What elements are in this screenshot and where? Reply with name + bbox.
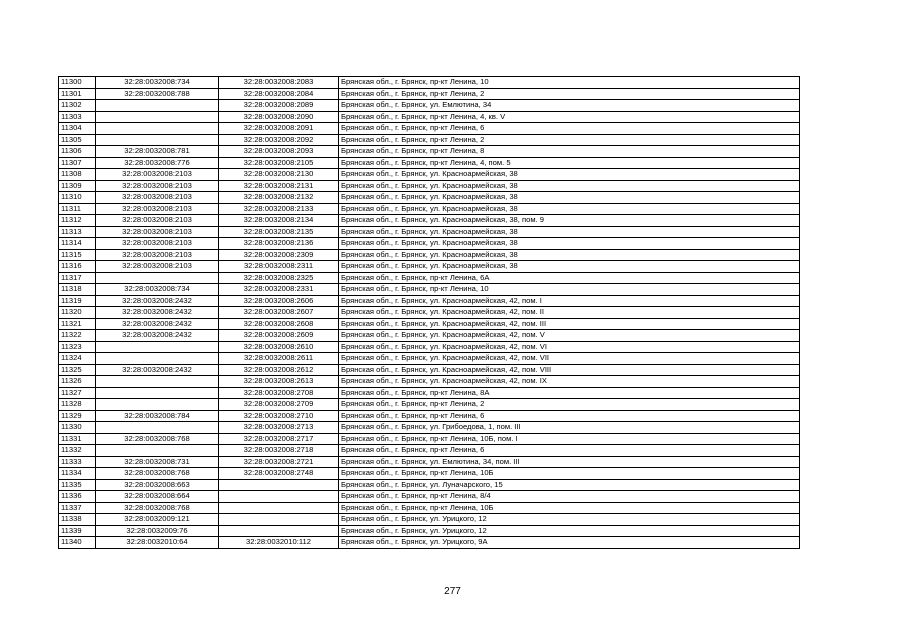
old-cadastral-cell: 32:28:0032008:664 bbox=[96, 491, 219, 503]
table-row bbox=[59, 387, 800, 399]
new-cadastral-cell: 32:28:0032008:2607 bbox=[219, 307, 339, 319]
new-cadastral-cell: 32:28:0032008:2309 bbox=[219, 249, 339, 261]
table-row bbox=[59, 353, 800, 365]
new-cadastral-cell: 32:28:0032008:2606 bbox=[219, 295, 339, 307]
old-cadastral-cell: 32:28:0032008:731 bbox=[96, 456, 219, 468]
row-number-cell: 11316 bbox=[59, 261, 96, 273]
table-row bbox=[59, 502, 800, 514]
old-cadastral-cell: 32:28:0032008:781 bbox=[96, 146, 219, 158]
address-cell: Брянская обл., г. Брянск, пр-кт Ленина, 6А bbox=[339, 272, 800, 284]
row-number-cell: 11304 bbox=[59, 123, 96, 135]
old-cadastral-cell: 32:28:0032008:2432 bbox=[96, 307, 219, 319]
old-cadastral-cell: 32:28:0032008:2103 bbox=[96, 203, 219, 215]
new-cadastral-cell: 32:28:0032008:2331 bbox=[219, 284, 339, 296]
table-row bbox=[59, 192, 800, 204]
old-cadastral-cell bbox=[96, 353, 219, 365]
row-number-cell: 11337 bbox=[59, 502, 96, 514]
new-cadastral-cell bbox=[219, 479, 339, 491]
new-cadastral-cell: 32:28:0032008:2130 bbox=[219, 169, 339, 181]
old-cadastral-cell: 32:28:0032010:64 bbox=[96, 537, 219, 549]
address-cell: Брянская обл., г. Брянск, ул. Красноармейская, 42, пом. II bbox=[339, 307, 800, 319]
table-row bbox=[59, 433, 800, 445]
address-cell: Брянская обл., г. Брянск, ул. Грибоедова, 1, пом. III bbox=[339, 422, 800, 434]
table-row bbox=[59, 169, 800, 181]
row-number-cell: 11330 bbox=[59, 422, 96, 434]
new-cadastral-cell: 32:28:0032008:2135 bbox=[219, 226, 339, 238]
table-row bbox=[59, 111, 800, 123]
new-cadastral-cell: 32:28:0032008:2105 bbox=[219, 157, 339, 169]
new-cadastral-cell: 32:28:0032008:2708 bbox=[219, 387, 339, 399]
old-cadastral-cell bbox=[96, 100, 219, 112]
row-number-cell: 11332 bbox=[59, 445, 96, 457]
new-cadastral-cell bbox=[219, 502, 339, 514]
address-cell: Брянская обл., г. Брянск, пр-кт Ленина, 8 bbox=[339, 146, 800, 158]
row-number-cell: 11310 bbox=[59, 192, 96, 204]
row-number-cell: 11302 bbox=[59, 100, 96, 112]
new-cadastral-cell: 32:28:0032008:2608 bbox=[219, 318, 339, 330]
new-cadastral-cell: 32:28:0032008:2136 bbox=[219, 238, 339, 250]
new-cadastral-cell bbox=[219, 525, 339, 537]
address-cell: Брянская обл., г. Брянск, ул. Красноармейская, 38 bbox=[339, 203, 800, 215]
address-cell: Брянская обл., г. Брянск, пр-кт Ленина, 10 bbox=[339, 77, 800, 89]
address-cell: Брянская обл., г. Брянск, ул. Красноармейская, 42, пом. VI bbox=[339, 341, 800, 353]
table-body bbox=[59, 77, 800, 549]
table-row bbox=[59, 330, 800, 342]
old-cadastral-cell bbox=[96, 111, 219, 123]
row-number-cell: 11338 bbox=[59, 514, 96, 526]
new-cadastral-cell: 32:28:0032008:2718 bbox=[219, 445, 339, 457]
row-number-cell: 11335 bbox=[59, 479, 96, 491]
row-number-cell: 11315 bbox=[59, 249, 96, 261]
row-number-cell: 11328 bbox=[59, 399, 96, 411]
table-row bbox=[59, 399, 800, 411]
table-row bbox=[59, 341, 800, 353]
address-cell: Брянская обл., г. Брянск, пр-кт Ленина, 10Б, пом. I bbox=[339, 433, 800, 445]
table-row bbox=[59, 88, 800, 100]
old-cadastral-cell: 32:28:0032008:2103 bbox=[96, 249, 219, 261]
new-cadastral-cell: 32:28:0032008:2609 bbox=[219, 330, 339, 342]
table-row bbox=[59, 479, 800, 491]
address-cell: Брянская обл., г. Брянск, ул. Красноармейская, 38, пом. 9 bbox=[339, 215, 800, 227]
table-row bbox=[59, 537, 800, 549]
old-cadastral-cell: 32:28:0032009:76 bbox=[96, 525, 219, 537]
new-cadastral-cell: 32:28:0032008:2091 bbox=[219, 123, 339, 135]
new-cadastral-cell: 32:28:0032008:2710 bbox=[219, 410, 339, 422]
address-cell: Брянская обл., г. Брянск, пр-кт Ленина, 10 bbox=[339, 284, 800, 296]
new-cadastral-cell: 32:28:0032008:2748 bbox=[219, 468, 339, 480]
row-number-cell: 11327 bbox=[59, 387, 96, 399]
table-row bbox=[59, 445, 800, 457]
address-cell: Брянская обл., г. Брянск, ул. Красноармейская, 38 bbox=[339, 169, 800, 181]
new-cadastral-cell: 32:28:0032008:2613 bbox=[219, 376, 339, 388]
old-cadastral-cell bbox=[96, 272, 219, 284]
old-cadastral-cell: 32:28:0032008:734 bbox=[96, 77, 219, 89]
new-cadastral-cell: 32:28:0032008:2083 bbox=[219, 77, 339, 89]
address-cell: Брянская обл., г. Брянск, ул. Красноармейская, 38 bbox=[339, 226, 800, 238]
row-number-cell: 11311 bbox=[59, 203, 96, 215]
old-cadastral-cell: 32:28:0032008:2103 bbox=[96, 226, 219, 238]
old-cadastral-cell: 32:28:0032008:2103 bbox=[96, 180, 219, 192]
address-cell: Брянская обл., г. Брянск, ул. Красноармейская, 42, пом. VIII bbox=[339, 364, 800, 376]
row-number-cell: 11326 bbox=[59, 376, 96, 388]
address-cell: Брянская обл., г. Брянск, пр-кт Ленина, 2 bbox=[339, 88, 800, 100]
address-cell: Брянская обл., г. Брянск, ул. Красноармейская, 42, пом. V bbox=[339, 330, 800, 342]
table-row bbox=[59, 410, 800, 422]
table-row bbox=[59, 157, 800, 169]
old-cadastral-cell: 32:28:0032008:2103 bbox=[96, 192, 219, 204]
old-cadastral-cell: 32:28:0032008:784 bbox=[96, 410, 219, 422]
table-row bbox=[59, 238, 800, 250]
table-row bbox=[59, 364, 800, 376]
new-cadastral-cell: 32:28:0032010:112 bbox=[219, 537, 339, 549]
old-cadastral-cell bbox=[96, 376, 219, 388]
table-row bbox=[59, 456, 800, 468]
row-number-cell: 11309 bbox=[59, 180, 96, 192]
new-cadastral-cell: 32:28:0032008:2610 bbox=[219, 341, 339, 353]
table-row bbox=[59, 525, 800, 537]
table-row bbox=[59, 123, 800, 135]
row-number-cell: 11313 bbox=[59, 226, 96, 238]
row-number-cell: 11322 bbox=[59, 330, 96, 342]
address-cell: Брянская обл., г. Брянск, ул. Красноармейская, 38 bbox=[339, 180, 800, 192]
old-cadastral-cell: 32:28:0032008:2103 bbox=[96, 169, 219, 181]
new-cadastral-cell bbox=[219, 491, 339, 503]
new-cadastral-cell: 32:28:0032008:2721 bbox=[219, 456, 339, 468]
old-cadastral-cell: 32:28:0032008:734 bbox=[96, 284, 219, 296]
table-row bbox=[59, 261, 800, 273]
new-cadastral-cell: 32:28:0032008:2092 bbox=[219, 134, 339, 146]
new-cadastral-cell: 32:28:0032008:2717 bbox=[219, 433, 339, 445]
address-cell: Брянская обл., г. Брянск, ул. Емлютина, 34 bbox=[339, 100, 800, 112]
old-cadastral-cell bbox=[96, 422, 219, 434]
address-cell: Брянская обл., г. Брянск, пр-кт Ленина, 4, кв. V bbox=[339, 111, 800, 123]
row-number-cell: 11320 bbox=[59, 307, 96, 319]
table-row bbox=[59, 134, 800, 146]
address-cell: Брянская обл., г. Брянск, ул. Красноармейская, 42, пом. III bbox=[339, 318, 800, 330]
table-row bbox=[59, 180, 800, 192]
address-cell: Брянская обл., г. Брянск, ул. Красноармейская, 38 bbox=[339, 238, 800, 250]
row-number-cell: 11312 bbox=[59, 215, 96, 227]
old-cadastral-cell: 32:28:0032008:2103 bbox=[96, 261, 219, 273]
row-number-cell: 11321 bbox=[59, 318, 96, 330]
address-cell: Брянская обл., г. Брянск, ул. Урицкого, 12 bbox=[339, 525, 800, 537]
new-cadastral-cell: 32:28:0032008:2133 bbox=[219, 203, 339, 215]
new-cadastral-cell: 32:28:0032008:2084 bbox=[219, 88, 339, 100]
row-number-cell: 11317 bbox=[59, 272, 96, 284]
address-cell: Брянская обл., г. Брянск, ул. Луначарского, 15 bbox=[339, 479, 800, 491]
address-cell: Брянская обл., г. Брянск, пр-кт Ленина, 2 bbox=[339, 399, 800, 411]
address-cell: Брянская обл., г. Брянск, пр-кт Ленина, 2 bbox=[339, 134, 800, 146]
old-cadastral-cell bbox=[96, 134, 219, 146]
table-row bbox=[59, 295, 800, 307]
table-row bbox=[59, 514, 800, 526]
table-row bbox=[59, 376, 800, 388]
old-cadastral-cell: 32:28:0032008:788 bbox=[96, 88, 219, 100]
table-row bbox=[59, 284, 800, 296]
table-row bbox=[59, 146, 800, 158]
row-number-cell: 11319 bbox=[59, 295, 96, 307]
old-cadastral-cell: 32:28:0032008:2432 bbox=[96, 330, 219, 342]
row-number-cell: 11318 bbox=[59, 284, 96, 296]
new-cadastral-cell: 32:28:0032008:2311 bbox=[219, 261, 339, 273]
old-cadastral-cell bbox=[96, 387, 219, 399]
row-number-cell: 11324 bbox=[59, 353, 96, 365]
row-number-cell: 11314 bbox=[59, 238, 96, 250]
row-number-cell: 11339 bbox=[59, 525, 96, 537]
new-cadastral-cell: 32:28:0032008:2131 bbox=[219, 180, 339, 192]
new-cadastral-cell: 32:28:0032008:2612 bbox=[219, 364, 339, 376]
old-cadastral-cell: 32:28:0032008:2103 bbox=[96, 238, 219, 250]
new-cadastral-cell bbox=[219, 514, 339, 526]
table-row bbox=[59, 100, 800, 112]
old-cadastral-cell bbox=[96, 445, 219, 457]
page-number: 277 bbox=[444, 586, 461, 597]
new-cadastral-cell: 32:28:0032008:2709 bbox=[219, 399, 339, 411]
old-cadastral-cell: 32:28:0032008:768 bbox=[96, 468, 219, 480]
address-cell: Брянская обл., г. Брянск, пр-кт Ленина, 6 bbox=[339, 123, 800, 135]
address-cell: Брянская обл., г. Брянск, пр-кт Ленина, 10Б bbox=[339, 468, 800, 480]
old-cadastral-cell: 32:28:0032008:663 bbox=[96, 479, 219, 491]
address-cell: Брянская обл., г. Брянск, пр-кт Ленина, 10Б bbox=[339, 502, 800, 514]
new-cadastral-cell: 32:28:0032008:2134 bbox=[219, 215, 339, 227]
address-cell: Брянская обл., г. Брянск, пр-кт Ленина, 8А bbox=[339, 387, 800, 399]
row-number-cell: 11308 bbox=[59, 169, 96, 181]
address-cell: Брянская обл., г. Брянск, ул. Красноармейская, 38 bbox=[339, 192, 800, 204]
row-number-cell: 11306 bbox=[59, 146, 96, 158]
address-cell: Брянская обл., г. Брянск, ул. Красноармейская, 42, пом. IX bbox=[339, 376, 800, 388]
address-cell: Брянская обл., г. Брянск, ул. Урицкого, 9А bbox=[339, 537, 800, 549]
row-number-cell: 11329 bbox=[59, 410, 96, 422]
new-cadastral-cell: 32:28:0032008:2090 bbox=[219, 111, 339, 123]
row-number-cell: 11300 bbox=[59, 77, 96, 89]
table-row bbox=[59, 307, 800, 319]
old-cadastral-cell: 32:28:0032008:2432 bbox=[96, 318, 219, 330]
row-number-cell: 11331 bbox=[59, 433, 96, 445]
table-row bbox=[59, 249, 800, 261]
old-cadastral-cell bbox=[96, 399, 219, 411]
table-row bbox=[59, 203, 800, 215]
table-row bbox=[59, 468, 800, 480]
row-number-cell: 11333 bbox=[59, 456, 96, 468]
address-cell: Брянская обл., г. Брянск, пр-кт Ленина, 6 bbox=[339, 410, 800, 422]
address-cell: Брянская обл., г. Брянск, ул. Красноармейская, 38 bbox=[339, 261, 800, 273]
address-cell: Брянская обл., г. Брянск, ул. Красноармейская, 38 bbox=[339, 249, 800, 261]
row-number-cell: 11323 bbox=[59, 341, 96, 353]
old-cadastral-cell bbox=[96, 341, 219, 353]
table-row bbox=[59, 422, 800, 434]
table-row bbox=[59, 226, 800, 238]
new-cadastral-cell: 32:28:0032008:2093 bbox=[219, 146, 339, 158]
old-cadastral-cell: 32:28:0032008:768 bbox=[96, 433, 219, 445]
old-cadastral-cell: 32:28:0032009:121 bbox=[96, 514, 219, 526]
address-cell: Брянская обл., г. Брянск, пр-кт Ленина, 4, пом. 5 bbox=[339, 157, 800, 169]
row-number-cell: 11305 bbox=[59, 134, 96, 146]
cadastral-table bbox=[58, 76, 800, 549]
row-number-cell: 11325 bbox=[59, 364, 96, 376]
address-cell: Брянская обл., г. Брянск, пр-кт Ленина, 8/4 bbox=[339, 491, 800, 503]
row-number-cell: 11303 bbox=[59, 111, 96, 123]
old-cadastral-cell: 32:28:0032008:768 bbox=[96, 502, 219, 514]
address-cell: Брянская обл., г. Брянск, пр-кт Ленина, 6 bbox=[339, 445, 800, 457]
table-row bbox=[59, 215, 800, 227]
address-cell: Брянская обл., г. Брянск, ул. Урицкого, 12 bbox=[339, 514, 800, 526]
table-row bbox=[59, 491, 800, 503]
address-cell: Брянская обл., г. Брянск, ул. Красноармейская, 42, пом. VII bbox=[339, 353, 800, 365]
table-row bbox=[59, 318, 800, 330]
old-cadastral-cell: 32:28:0032008:2432 bbox=[96, 295, 219, 307]
row-number-cell: 11340 bbox=[59, 537, 96, 549]
new-cadastral-cell: 32:28:0032008:2611 bbox=[219, 353, 339, 365]
old-cadastral-cell: 32:28:0032008:776 bbox=[96, 157, 219, 169]
address-cell: Брянская обл., г. Брянск, ул. Емлютина, 34, пом. III bbox=[339, 456, 800, 468]
old-cadastral-cell bbox=[96, 123, 219, 135]
old-cadastral-cell: 32:28:0032008:2103 bbox=[96, 215, 219, 227]
table-row bbox=[59, 272, 800, 284]
row-number-cell: 11301 bbox=[59, 88, 96, 100]
address-cell: Брянская обл., г. Брянск, ул. Красноармейская, 42, пом. I bbox=[339, 295, 800, 307]
new-cadastral-cell: 32:28:0032008:2089 bbox=[219, 100, 339, 112]
table-row bbox=[59, 77, 800, 89]
row-number-cell: 11334 bbox=[59, 468, 96, 480]
old-cadastral-cell: 32:28:0032008:2432 bbox=[96, 364, 219, 376]
row-number-cell: 11336 bbox=[59, 491, 96, 503]
new-cadastral-cell: 32:28:0032008:2132 bbox=[219, 192, 339, 204]
row-number-cell: 11307 bbox=[59, 157, 96, 169]
new-cadastral-cell: 32:28:0032008:2713 bbox=[219, 422, 339, 434]
new-cadastral-cell: 32:28:0032008:2325 bbox=[219, 272, 339, 284]
